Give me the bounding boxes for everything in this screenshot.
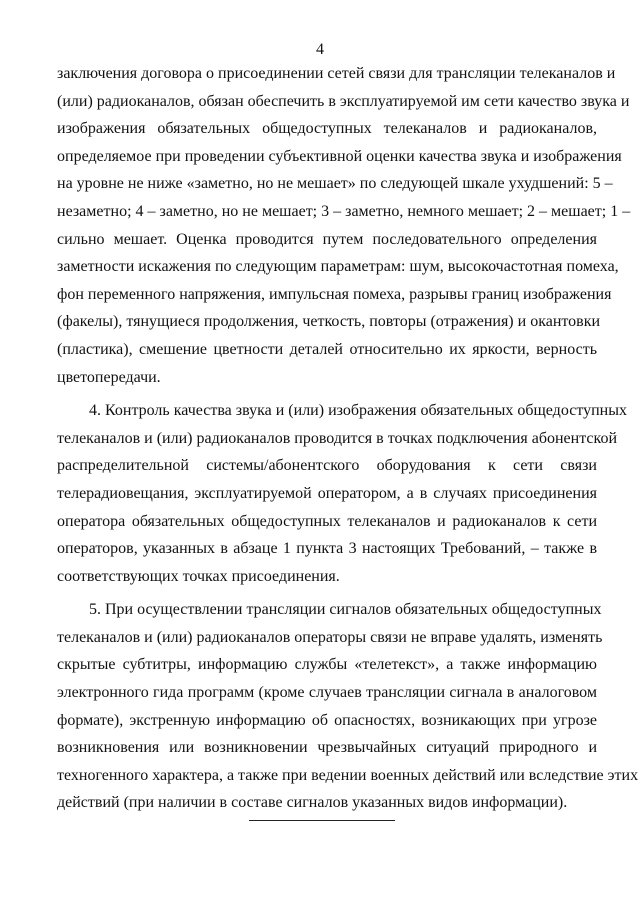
paragraph-item-4 [57, 397, 627, 590]
text-line: заметности искажения по следующим параметрам: шум, высокочастотная помеха, [57, 258, 619, 276]
text-line: электронного гида программ (кроме случаев трансляции сигнала в аналоговом [57, 684, 597, 702]
document-body [57, 60, 639, 817]
text-line: телеканалов и (или) радиоканалов проводится в точках подключения абонентской [57, 429, 618, 447]
text-line: телеканалов и (или) радиоканалов операторы связи не вправе удалять, изменять [57, 628, 603, 646]
text-line: оператора обязательных общедоступных телеканалов и радиоканалов к сети [57, 512, 597, 530]
page-number: 4 [316, 41, 324, 58]
text-line: незаметно; 4 – заметно, но не мешает; 3 – заметно, немного мешает; 2 – мешает; 1 – [57, 202, 631, 220]
text-line: скрытые субтитры, информацию службы «телетекст», а также информацию [57, 656, 597, 674]
text-line: заключения договора о присоединении сетей связи для трансляции телеканалов и [57, 65, 616, 82]
text-line: фон переменного напряжения, импульсная помеха, разрывы границ изображения [57, 285, 612, 303]
text-line: соответствующих точках присоединения. [57, 567, 340, 585]
text-line: определяемое при проведении субъективной оценки качества звука и изображения [57, 147, 622, 165]
paragraph-item-5 [57, 596, 639, 817]
text-line: возникновения или возникновении чрезвычайных ситуаций природного и [57, 739, 597, 757]
text-line: цветопередачи. [57, 368, 161, 386]
closing-divider [249, 820, 395, 821]
text-line: техногенного характера, а также при ведении военных действий или вследствие этих [57, 766, 639, 784]
text-line: изображения обязательных общедоступных телеканалов и радиоканалов, [57, 120, 597, 138]
text-line: операторов, указанных в абзаце 1 пункта 3 настоящих Требований, – также в [57, 540, 597, 558]
text-line: 4. Контроль качества звука и (или) изображения обязательных общедоступных [89, 402, 627, 420]
text-line: 5. При осуществлении трансляции сигналов обязательных общедоступных [89, 601, 602, 619]
text-line: формате), экстренную информацию об опасностях, возникающих при угрозе [57, 711, 597, 729]
text-line: (пластика), смешение цветности деталей относительно их яркости, верность [57, 340, 597, 358]
text-line: на уровне не ниже «заметно, но не мешает» по следующей шкале ухудшений: 5 – [57, 175, 613, 193]
text-line: (или) радиоканалов, обязан обеспечить в эксплуатируемой им сети качество звука и [57, 92, 630, 110]
text-line: действий (при наличии в составе сигналов указанных видов информации). [57, 794, 568, 812]
paragraph-continuation [57, 60, 631, 391]
text-line: сильно мешает. Оценка проводится путем последовательного определения [57, 230, 597, 248]
text-line: распределительной системы/абонентского оборудования к сети связи [57, 457, 597, 475]
text-line: телерадиовещания, эксплуатируемой оператором, а в случаях присоединения [57, 484, 597, 502]
text-line: (факелы), тянущиеся продолжения, четкость, повторы (отражения) и окантовки [57, 313, 601, 331]
